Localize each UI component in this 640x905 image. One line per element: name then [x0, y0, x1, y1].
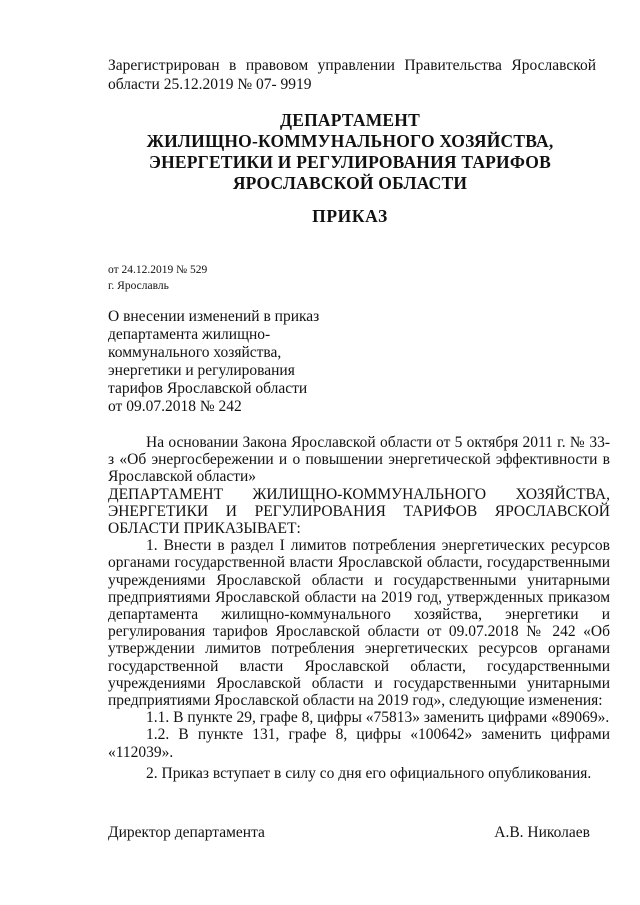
subject-line: департамента жилищно- — [108, 326, 271, 343]
preamble-paragraph: На основании Закона Ярославской области от 5 октября 2011 г. № 33-з «Об энергосбережении и о повышении энергетической эффективности в Ярославской области» — [108, 434, 610, 486]
item-1-1-paragraph: 1.1. В пункте 29, графе 8, цифры «75813» заменить цифрами «89069». — [146, 709, 610, 727]
order-title: ПРИКАЗ — [312, 206, 388, 226]
order-date-number: от 24.12.2019 № 529 — [108, 264, 208, 276]
heading-line: ДЕПАРТАМЕНТ — [280, 110, 420, 130]
decree-line: ОБЛАСТИ ПРИКАЗЫВАЕТ: — [108, 520, 301, 538]
item-1-2-paragraph: 1.2. В пункте 131, графе 8, цифры «100642» заменить цифрами «112039». — [108, 726, 610, 761]
heading-line: ЭНЕРГЕТИКИ И РЕГУЛИРОВАНИЯ ТАРИФОВ — [149, 152, 551, 172]
subject-line: тарифов Ярославской области — [108, 380, 308, 397]
registration-note: Зарегистрирован в правовом управлении Правительства Ярославской области 25.12.2019 № 07- 9919 — [108, 57, 596, 93]
department-heading — [90, 110, 610, 194]
subject-line: О внесении изменений в приказ — [108, 308, 320, 325]
order-subject — [108, 308, 348, 416]
order-city: г. Ярославль — [108, 280, 169, 292]
heading-line: ЖИЛИЩНО-КОММУНАЛЬНОГО ХОЗЯЙСТВА, — [146, 131, 554, 151]
signatory-name: А.В. Николаев — [494, 824, 590, 841]
subject-line: коммунального хозяйства, — [108, 344, 282, 361]
item-2-paragraph: 2. Приказ вступает в силу со дня его официального опубликования. — [146, 764, 592, 782]
heading-line: ЯРОСЛАВСКОЙ ОБЛАСТИ — [232, 173, 468, 193]
signature-block — [108, 824, 590, 842]
order-body — [108, 434, 610, 782]
order-meta — [108, 262, 207, 294]
signatory-position: Директор департамента — [108, 824, 265, 841]
decree-line: ДЕПАРТАМЕНТ ЖИЛИЩНО-КОММУНАЛЬНОГО ХОЗЯЙСТВА, ЭНЕРГЕТИКИ И РЕГУЛИРОВАНИЯ ТАРИФОВ ЯРОСЛАВСКОЙ — [108, 485, 610, 520]
item-1-paragraph: 1. Внести в раздел I лимитов потребления энергетических ресурсов органами государственной власти Ярославской области, государственными учреждениями Ярославской области и государственными унитарными предприятиями Ярославской области на 2019 год, утвержденных приказом департамента жилищно-коммунального хозяйства, энергетики и регулирования тарифов Ярославской области от 09.07.2018 № 242 «Об утверждении лимитов потребления энергетических ресурсов органами государственной власти Ярославской области, государственными учреждениями Ярославской области и государственными унитарными предприятиями Ярославской области на 2019 год», следующие изменения: — [108, 537, 610, 710]
subject-line: энергетики и регулирования — [108, 362, 295, 379]
subject-line: от 09.07.2018 № 242 — [108, 398, 242, 415]
